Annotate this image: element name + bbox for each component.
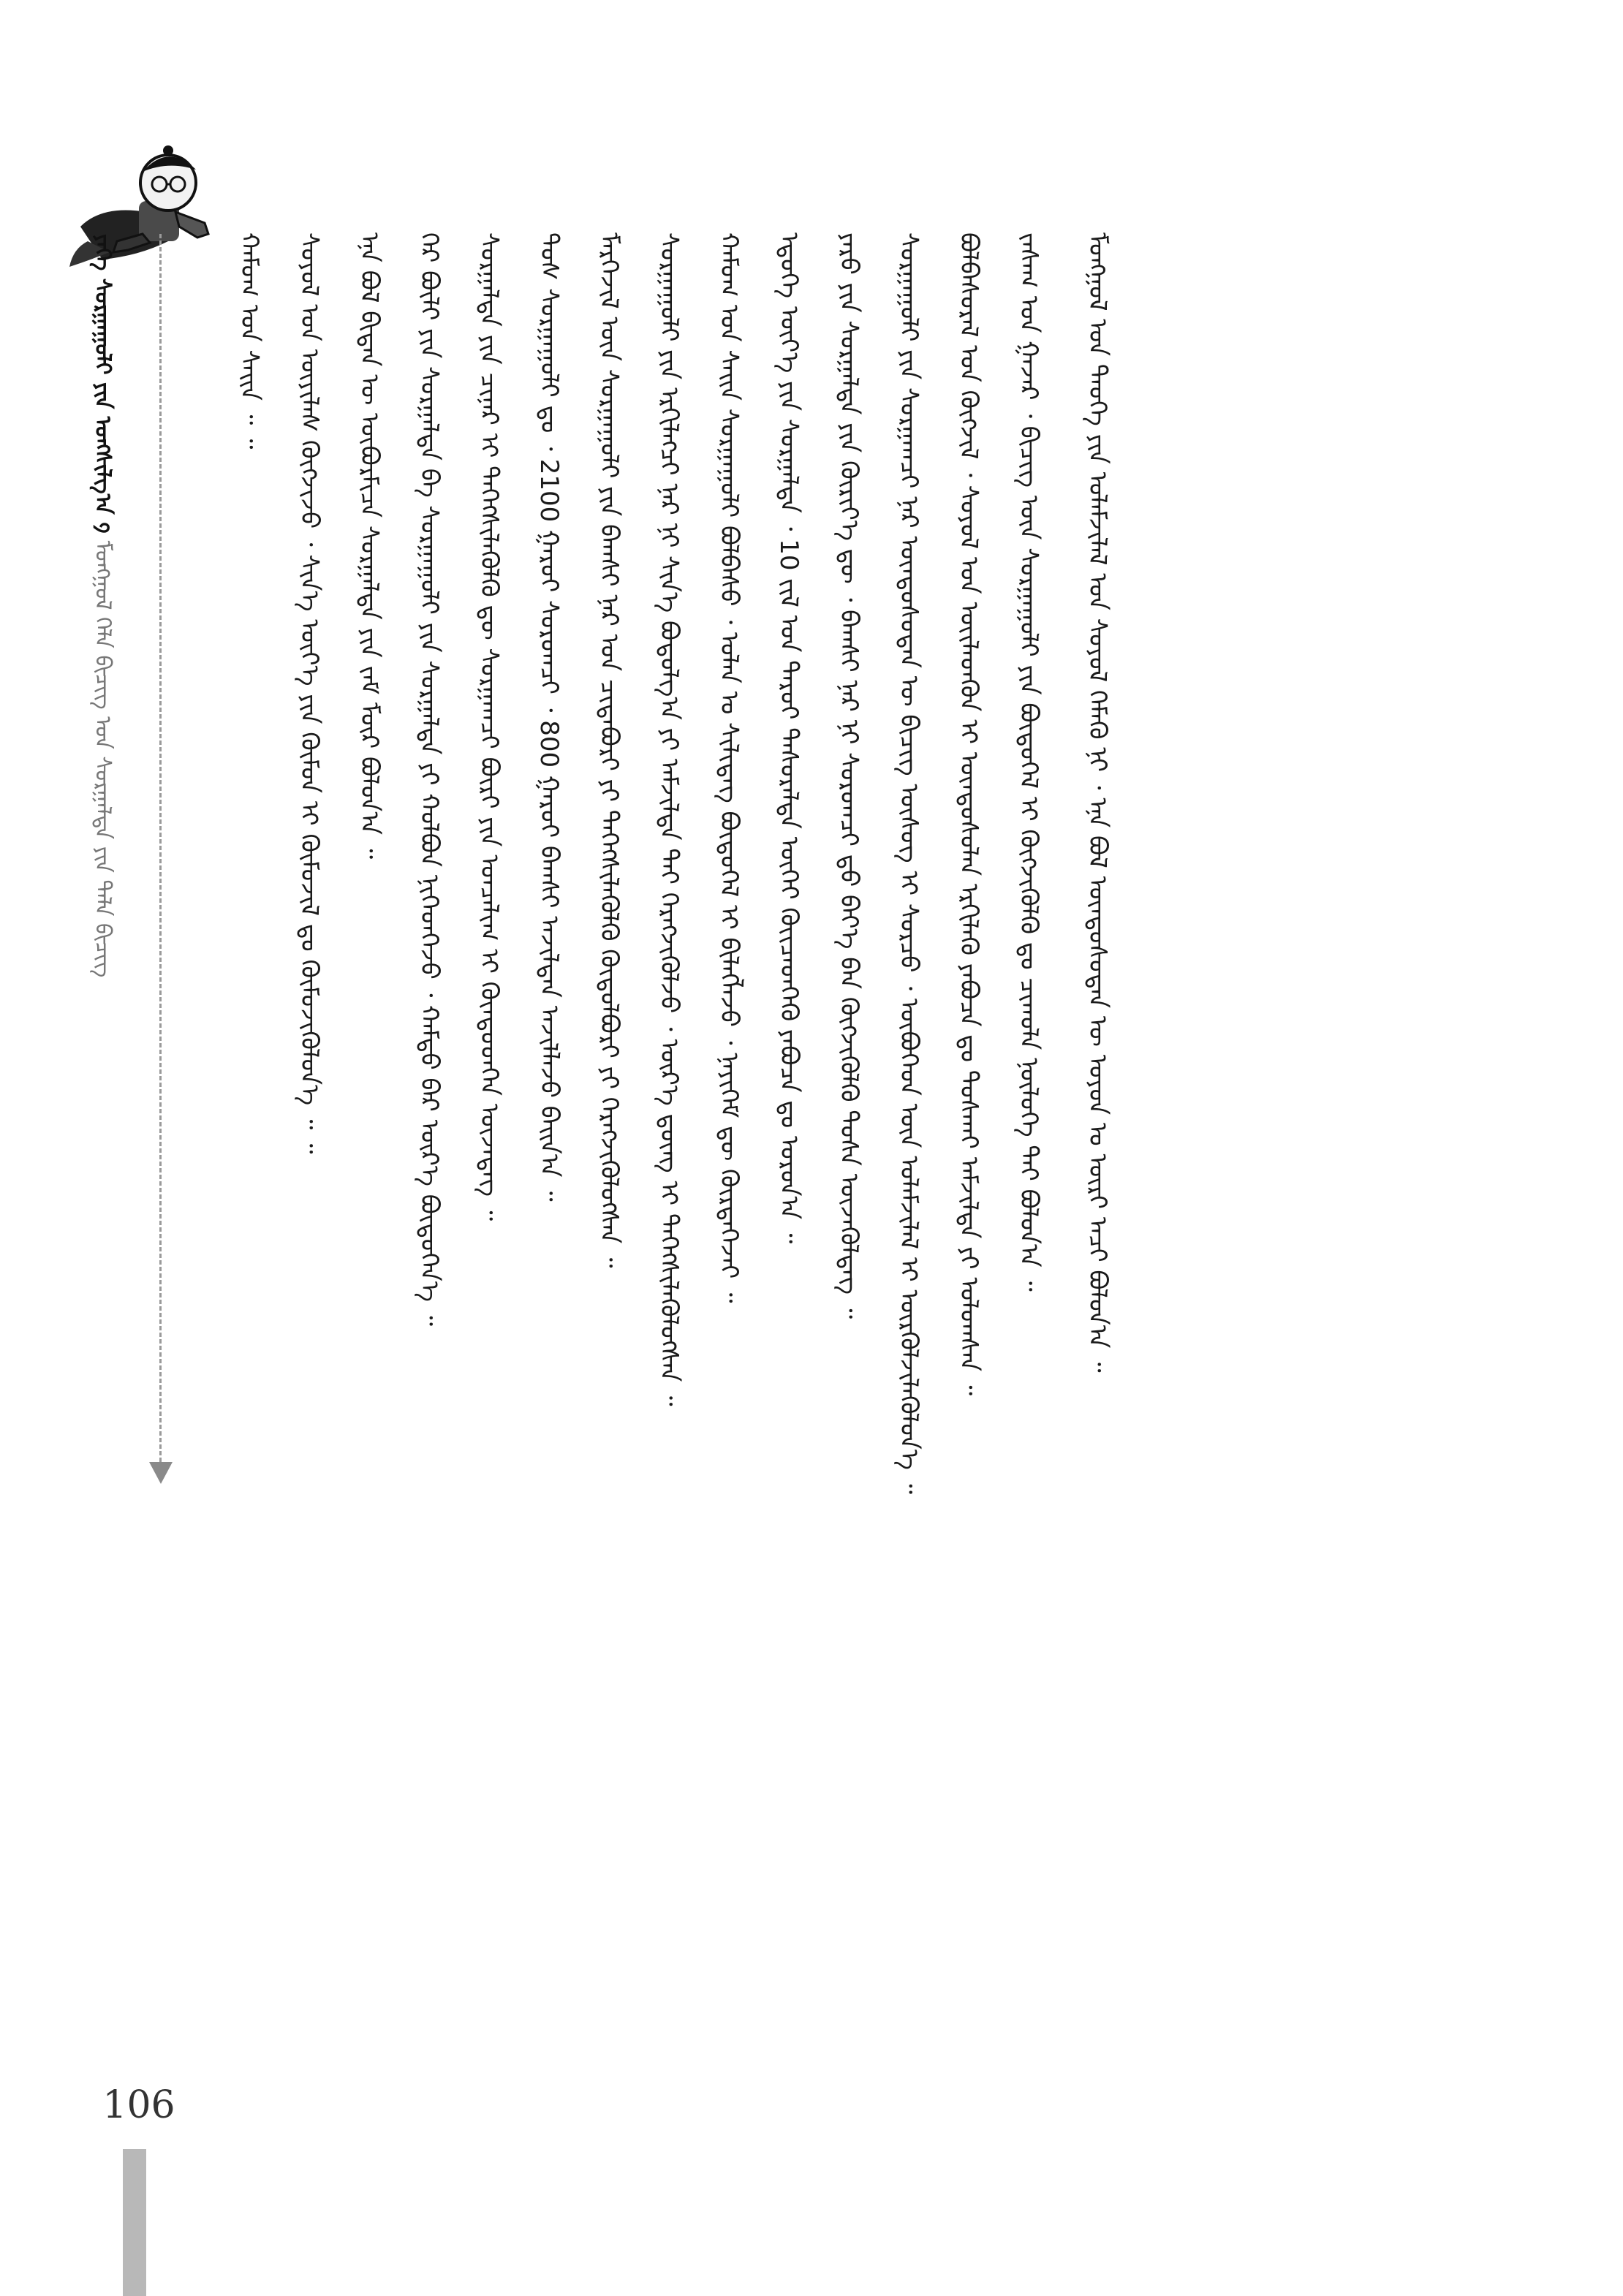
running-header xyxy=(80,234,124,1477)
text-line: ᠰᠣᠶᠤᠯ ᠤᠨ ᠦᠶᠢᠯᠡᠰ ᠬᠥᠭᠵᠢᠵᠦ ᠂ ᠰᠢᠨ᠎ᠡ ᠦᠶ᠎ᠡ ᠶᠢᠨ ᠬᠦᠮᠦᠨ ᠢ ᠬᠥᠮᠦᠵᠢᠯ ᠳᠤ ᠬᠦᠮᠦᠵᠢᠭᠦᠯᠦᠨ᠎ᠡ ᠃ ᠃ xyxy=(295,232,324,1154)
header-dashed-rule xyxy=(159,234,162,1462)
text-line: ᠡᠳᠦᠭᠡ ᠦᠶ᠎ᠡ ᠶᠢᠨ ᠰᠤᠷᠭᠠᠯᠲᠠ ᠂ 10 ᠵᠢᠯ ᠤᠨ ᠳᠠᠷᠤᠢ ᠲᠠᠰᠤᠷᠠᠯᠲᠠ ᠦᠭᠡᠢ ᠭᠦᠢᠴᠡᠳᠬᠡᠬᠦ ᠶᠠᠪᠤᠴᠠ ᠳᠤ ᠣᠷᠣᠨ᠎ᠠ ᠃ xyxy=(774,232,803,1244)
page-number: 106 xyxy=(102,2083,175,2127)
text-line: ᠬᠠᠮᠤᠭ ᠤᠨ ᠰᠠᠢᠨ ᠃ ᠃ xyxy=(235,232,264,450)
running-header-title: ᠶᠡᠬᠡ ᠰᠤᠷᠭᠠᠭᠤᠯᠢ ᠶᠢᠨ ᠤᠩᠰᠢᠯᠭ᠎ᠠ ᠀ xyxy=(90,234,116,534)
page-edge-tab xyxy=(123,2149,146,2296)
text-line: ᠵᠠᠰᠠᠭ ᠤᠨ ᠭᠠᠵᠠᠷ ᠂ ᠪᠢᠴᠢᠭ ᠦᠨ ᠰᠤᠷᠭᠠᠭᠤᠯᠢ ᠶᠢᠨ ᠪᠦᠲᠦᠭᠡᠯ ᠢ ᠬᠥᠭᠵᠢᠭᠦᠯᠬᠦ ᠳᠤ ᠴᠢᠬᠤᠯᠠ ᠨᠥᠯᠦᠭᠡ ᠲᠡᠢ ᠪᠣᠯᠤᠨ᠎ᠠ ᠃ xyxy=(1014,232,1043,1292)
body-text-first-line xyxy=(1067,232,1126,2206)
text-line: ᠰᠤᠷᠭᠠᠭᠤᠯᠢ ᠶᠢᠨ ᠡᠷᠬᠢᠯᠡᠭᠴᠢ ᠨᠠᠷ ᠨᠢ ᠰᠢᠨ᠎ᠡ ᠪᠣᠳᠤᠯᠭ᠎ᠠ ᠶᠢ ᠠᠮᠵᠢᠯᠲᠠ ᠲᠠᠢ ᠬᠡᠷᠡᠭᠵᠢᠭᠦᠯᠵᠦ ᠂ ᠦᠷ᠎ᠡ ᠳ᠋ᠦᠩ ᠢ ᠳᠡᠭᠡᠭᠰᠢᠯᠡᠭᠦᠯᠦᠭᠰᠡᠨ ᠃ xyxy=(654,232,684,1406)
text-line: ᠭᠡᠷ ᠪᠦᠯᠢ ᠶᠢᠨ ᠰᠤᠷᠭᠠᠯᠲᠠ ᠪᠠ ᠰᠤᠷᠭᠠᠭᠤᠯᠢ ᠶᠢᠨ ᠰᠤᠷᠭᠠᠯᠲᠠ ᠶᠢ ᠬᠣᠯᠪᠣᠨ ᠨᠢᠭᠡᠳᠬᠡᠵᠦ ᠂ ᠬᠠᠮᠲᠤ ᠪᠡᠷ ᠦᠷ᠎ᠡ ᠪᠦᠲᠦᠭᠡᠨ᠎ᠡ ᠃ xyxy=(415,232,444,1327)
text-line: ᠶᠡᠷᠦ ᠶᠢᠨ ᠰᠤᠷᠭᠠᠯᠲᠠ ᠶᠢᠨ ᠬᠦᠷᠢᠶ᠎ᠡ ᠳᠦ ᠂ ᠪᠠᠭᠰᠢ ᠨᠠᠷ ᠨᠢ ᠰᠤᠷᠤᠭᠴᠢ ᠳ᠋ᠤ ᠪᠡᠶ᠎ᠡ ᠪᠡᠨ ᠬᠥᠭᠵᠢᠭᠦᠯᠬᠦ ᠲᠤᠰᠠ ᠦᠵᠡᠭᠦᠯᠳᠡᠭ ᠃ xyxy=(834,232,863,1319)
text-line: ᠮᠣᠩᠭᠣᠯ ᠤᠨ ᠲᠡᠦᠬᠡ ᠶᠢᠨ ᠤᠯᠠᠮᠵᠢᠯᠠᠯ ᠤᠨ ᠰᠣᠶᠤᠯ ᠬᠡᠮᠡᠬᠦ ᠨᠢ ᠂ ᠡᠨᠡ ᠪᠣᠯ ᠦᠨᠳᠦᠰᠦᠲᠡᠨ ᠦ ᠣᠶᠤᠨ ᠤ ᠦᠷᠢ ᠠᠴᠢ ᠪᠣᠯᠤᠨ᠎ᠠ ᠃ xyxy=(1083,232,1112,1373)
text-line: ᠰᠤᠷᠭᠠᠭᠤᠯᠢ ᠶᠢᠨ ᠰᠤᠷᠭᠠᠭᠴᠢ ᠨᠠᠷ ᠦᠨᠳᠦᠰᠦᠲᠡᠨ ᠦ ᠪᠢᠴᠢᠭ ᠦᠰᠦᠭ ᠢ ᠰᠤᠷᠴᠤ ᠂ ᠥᠪᠦᠭᠡᠳ ᠦᠨ ᠤᠯᠠᠮᠵᠢᠯᠠᠯ ᠢ ᠦᠷᠭᠦᠯᠵᠢᠯᠡᠭᠦᠯᠦᠨ᠎ᠡ ᠃ xyxy=(894,232,923,1495)
text-line: ᠡᠨᠡ ᠪᠣᠯ ᠪᠢᠳᠡᠨ ᠦ ᠥᠪᠦᠷᠮᠢᠴᠡ ᠰᠤᠷᠭᠠᠯᠲᠠ ᠶᠢᠨ ᠵᠠᠮ ᠮᠥᠷ ᠪᠣᠯᠤᠨ᠎ᠠ ᠃ xyxy=(355,232,384,860)
text-line: ᠬᠠᠮᠤᠭ ᠤᠨ ᠰᠠᠢᠨ ᠰᠤᠷᠭᠠᠭᠤᠯᠢ ᠪᠣᠯᠪᠠᠰᠤ ᠂ ᠣᠯᠠᠨ ᠤ ᠰᠢᠯᠢᠳᠡᠭ ᠪᠦᠲᠦᠭᠡᠯ ᠢ ᠪᠢᠯᠡᠭᠯᠡᠵᠦ ᠂ ᠨᠡᠶᠢᠭᠡᠮ ᠳᠦ ᠬᠦᠷᠲᠡᠭᠡᠵᠡᠢ ᠃ xyxy=(714,232,744,1303)
rule-arrow-icon xyxy=(149,1462,173,1484)
text-line: ᠰᠤᠷᠭᠠᠯᠲᠠ ᠶᠢᠨ ᠴᠢᠨᠠᠷ ᠢ ᠳᠡᠭᠡᠭᠰᠢᠯᠡᠭᠦᠯᠬᠦ ᠳᠦ ᠰᠤᠷᠭᠠᠭᠴᠢ ᠪᠦᠷᠢ ᠶᠢᠨ ᠣᠨᠴᠠᠯᠢᠭ ᠢ ᠬᠦᠨᠳᠦᠳᠬᠡᠨ ᠦᠵᠡᠳᠡᠭ ᠃ xyxy=(474,232,504,1221)
text-line: ᠪᠣᠯᠪᠠᠰᠤᠷᠠᠯ ᠤᠨ ᠬᠥᠭᠵᠢᠯ ᠂ ᠰᠣᠶᠤᠯ ᠤᠨ ᠦᠢᠯᠡᠳᠬᠦᠨ ᠢ ᠦᠨᠳᠦᠰᠦᠯᠡᠨ ᠡᠷᠬᠢᠯᠡᠬᠦ ᠶᠠᠪᠤᠴᠠ ᠳᠤ ᠲᠤᠰᠬᠠᠢ ᠠᠮᠵᠢᠯᠲᠠ ᠶᠢ ᠣᠯᠤᠭᠰᠠᠨ ᠃ xyxy=(954,232,983,1396)
text-line: ᠮᠡᠷᠭᠡᠵᠢᠯ ᠦᠨ ᠰᠤᠷᠭᠠᠭᠤᠯᠢ ᠶᠢᠨ ᠪᠠᠭᠰᠢ ᠨᠠᠷ ᠤᠨ ᠴᠢᠳᠠᠪᠤᠷᠢ ᠶᠢ ᠳᠡᠭᠡᠭᠰᠢᠯᠡᠭᠦᠯᠬᠦ ᠬᠥᠲᠦᠯᠪᠦᠷᠢ ᠶᠢ ᠬᠡᠷᠡᠭᠵᠢᠭᠦᠯᠦᠭᠰᠡᠨ ᠃ xyxy=(594,232,624,1268)
text-line: ᠲᠤᠰ ᠰᠤᠷᠭᠠᠭᠤᠯᠢ ᠳᠤ ᠂ 2100 ᠭᠠᠷᠤᠢ ᠰᠤᠷᠤᠭᠴᠢ ᠂ 800 ᠭᠠᠷᠤᠢ ᠪᠠᠭᠰᠢ ᠠᠵᠢᠯᠲᠠᠨ ᠠᠵᠢᠯᠯᠠᠵᠤ ᠪᠠᠢᠨ᠎ᠠ ᠃ xyxy=(534,232,564,1202)
running-header-subtitle: ᠮᠣᠩᠭᠣᠯ ᠬᠡᠯᠡ ᠪᠢᠴᠢᠭ ᠤᠨ ᠰᠤᠷᠭᠠᠯᠲᠠ ᠶᠢᠨ ᠲᠡᠯᠡ ᠪᠢᠴᠢᠭ xyxy=(90,540,116,978)
body-text xyxy=(219,232,1067,2206)
